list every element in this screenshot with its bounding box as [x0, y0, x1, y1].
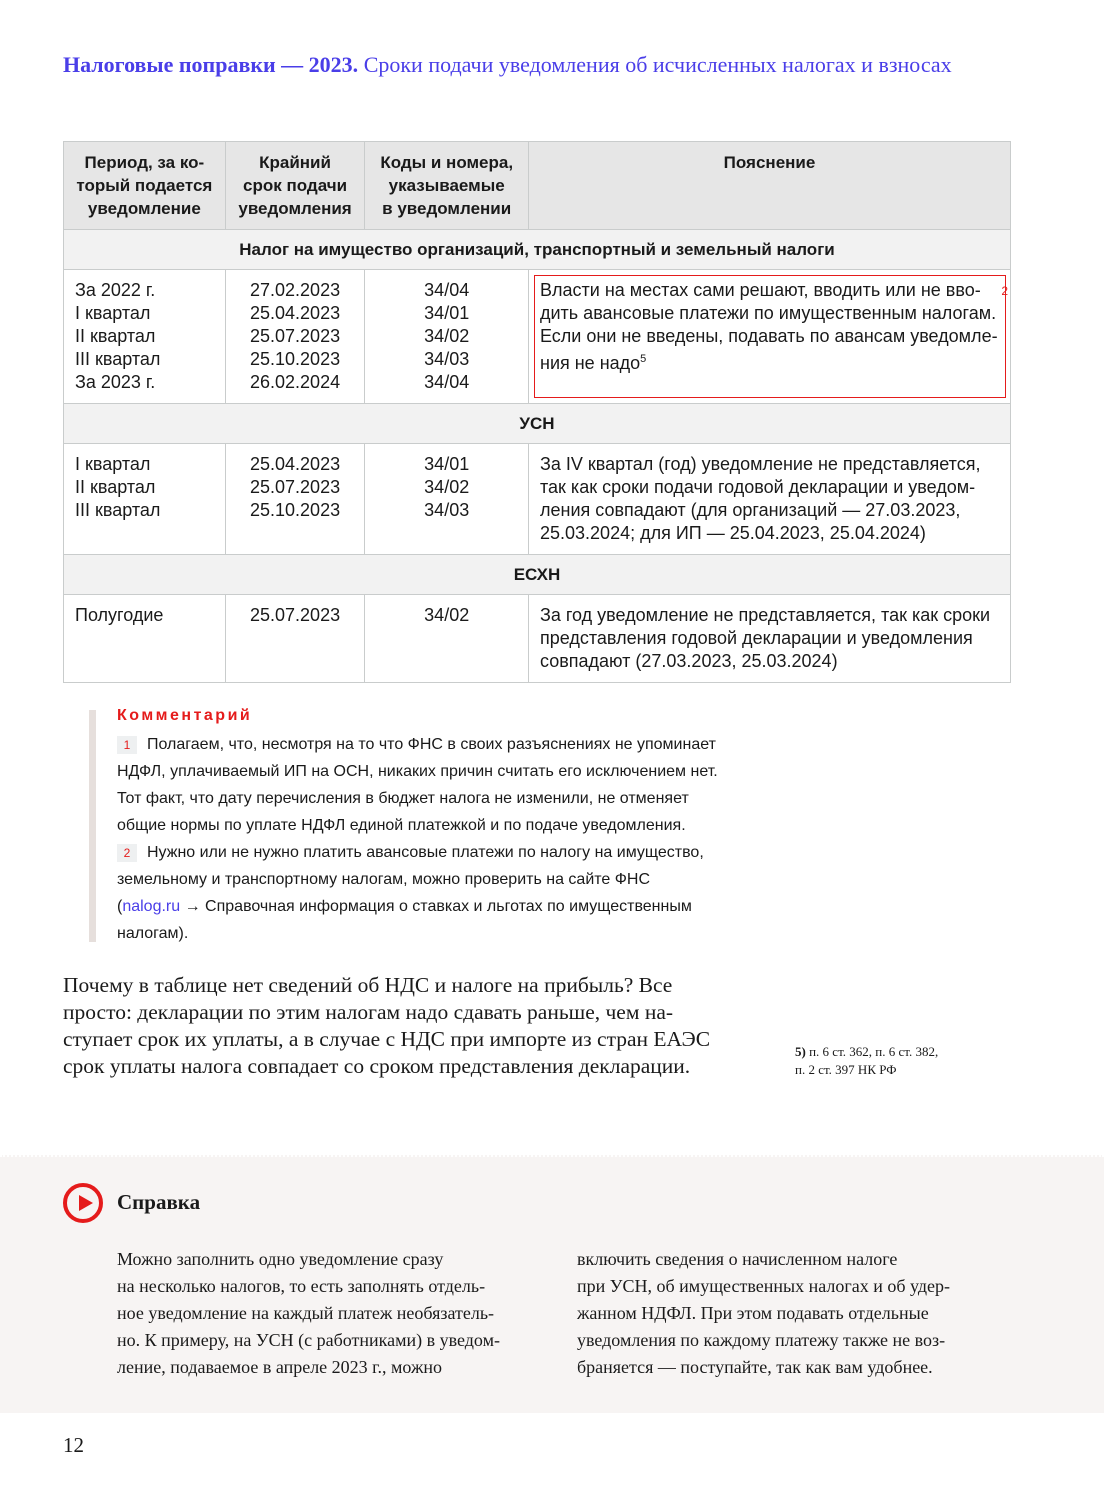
annotation-marker[interactable]: 2 [1001, 284, 1008, 298]
comment-side-bar [89, 710, 96, 942]
period-cell: За 2022 г. I квартал II квартал III квартал За 2023 г. [64, 270, 226, 404]
period-cell: Полугодие [64, 595, 226, 683]
info-column-right: включить сведения о начисленном налоге при УСН, об имущественных налогах и об удер- жанном НДФЛ. При этом подавать отдельные уведомления по каждому платежу также не воз- браняется — поступайте, так как вам удобнее. [577, 1249, 951, 1377]
footnote-number: 5) [795, 1044, 806, 1059]
body-paragraph: Почему в таблице нет сведений об НДС и налоге на прибыль? Все просто: декларации по этим налогам надо сдавать раньше, чем на- ступает срок их уплаты, а в случае с НДС при импорте из стран ЕАЭС срок уплаты налога совпадает со сроком представления декларации. [63, 973, 711, 1078]
column-header: Период, за ко- торый подается уведомление [64, 142, 226, 230]
comment-text: Полагаем, что, несмотря на то что ФНС в своих разъяснениях не упоминает НДФЛ, уплачиваемый ИП на ОСН, никаких причин считать его исключением нет. Тот факт, что дату перечисления в бюджет налога не изменили, не отменяет общие нормы по уплате НДФЛ единой платежкой и по подаче уведомления. [117, 736, 718, 834]
note-cell [529, 270, 1011, 404]
comment-body [117, 731, 718, 947]
footnote-ref: 5 [640, 353, 647, 365]
section-title: ЕСХН [64, 555, 1011, 595]
running-header [63, 52, 952, 78]
table-row [64, 444, 1011, 555]
page-number: 12 [63, 1433, 84, 1457]
comment-title: Комментарий [117, 707, 253, 724]
section-title: Налог на имущество организаций, транспортный и земельный налоги [64, 230, 1011, 270]
comment-text: → Справочная информация о ставках и льготах по имущественным налогам). [117, 898, 692, 942]
section-row [64, 404, 1011, 444]
column-header: Коды и номера, указываемые в уведомлении [365, 142, 529, 230]
codes-cell: 34/02 [365, 595, 529, 683]
play-icon [63, 1183, 103, 1223]
deadline-cell: 25.04.2023 25.07.2023 25.10.2023 [225, 444, 365, 555]
deadline-cell: 27.02.2023 25.04.2023 25.07.2023 25.10.2023 26.02.2024 [225, 270, 365, 404]
column-header: Крайний срок подачи уведомления [225, 142, 365, 230]
info-column-left: Можно заполнить одно уведомление сразу на несколько налогов, то есть заполнять отдель- ное уведомление на каждый платеж необязатель- но. К примеру, на УСН (с работниками) в уведом- ление, подаваемое в апреле 2023 г., можно [117, 1249, 500, 1377]
deadline-cell: 25.07.2023 [225, 595, 365, 683]
note-text: Власти на местах сами решают, вводить или не вво- дить авансовые платежи по имущественным налогам. Если они не введены, подавать по авансам уведомле- ния не надо [540, 280, 998, 373]
comment-number: 1 [117, 736, 137, 754]
comment-number: 2 [117, 844, 137, 862]
period-cell: I квартал II квартал III квартал [64, 444, 226, 555]
table-header-row [64, 142, 1011, 230]
section-row [64, 230, 1011, 270]
codes-cell: 34/01 34/02 34/03 [365, 444, 529, 555]
comment-text: Нужно или не нужно платить авансовые платежи по налогу на имущество, земельному и транспортному налогам, можно проверить на сайте ФНС ( [117, 844, 704, 915]
nalog-link[interactable]: nalog.ru [122, 898, 181, 915]
note-cell: За IV квартал (год) уведомление не представляется, так как сроки подачи годовой декларации и уведом- ления совпадают (для организаций — 27.03.2023, 25.03.2024; для ИП — 25.04.2023, 25.04.2024) [529, 444, 1011, 555]
table-row [64, 270, 1011, 404]
codes-cell: 34/04 34/01 34/02 34/03 34/04 [365, 270, 529, 404]
header-title: Сроки подачи уведомления об исчисленных налогах и взносах [363, 52, 952, 77]
section-row [64, 555, 1011, 595]
table-row [64, 595, 1011, 683]
notification-deadlines-table [63, 141, 1011, 683]
info-title: Справка [117, 1190, 201, 1214]
annotation-highlight-box [534, 275, 1006, 398]
section-title: УСН [64, 404, 1011, 444]
header-bold: Налоговые поправки — 2023. [63, 52, 359, 77]
column-header: Пояснение [529, 142, 1011, 230]
note-cell: За год уведомление не представляется, так как сроки представления годовой декларации и уведомления совпадают (27.03.2023, 25.03.2024) [529, 595, 1011, 683]
footnote-text: п. 6 ст. 362, п. 6 ст. 382, п. 2 ст. 397 НК РФ [795, 1044, 939, 1077]
footnote [795, 1043, 938, 1079]
